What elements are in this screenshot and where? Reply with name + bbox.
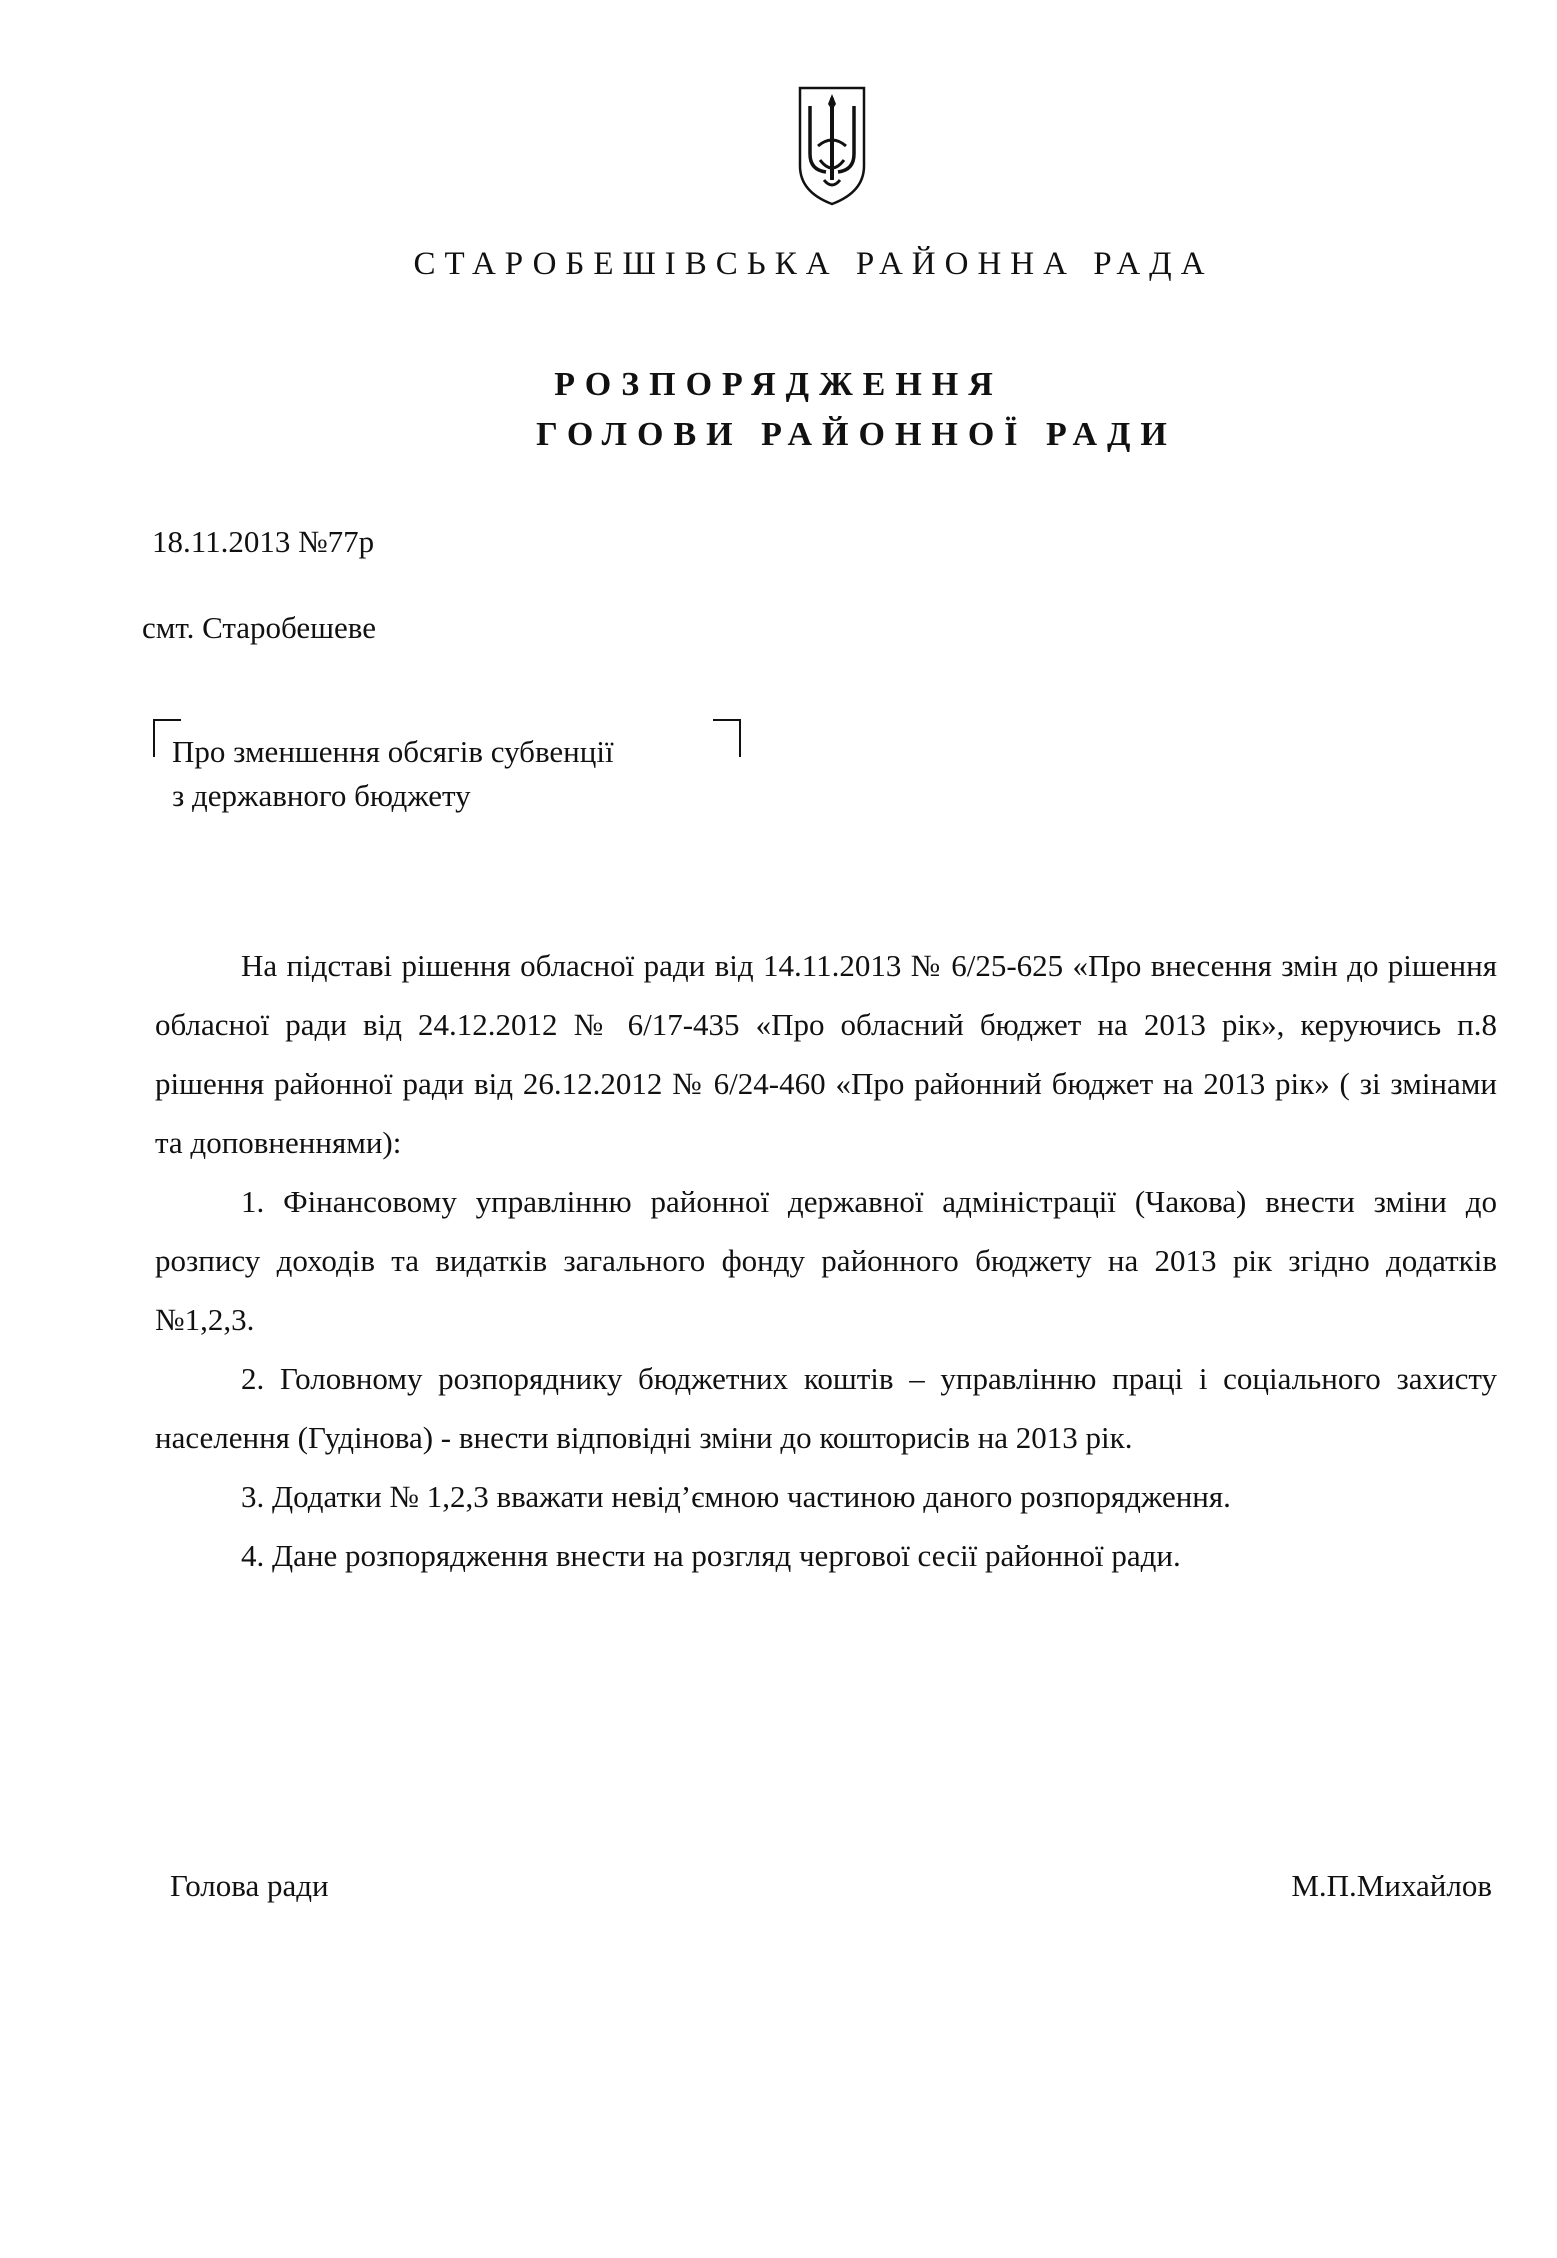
body-item-3: 3. Додатки № 1,2,3 вважати невід’ємною частиною даного розпорядження. (241, 1479, 1231, 1514)
body-preamble: На підставі рішення обласної ради від 14.11.2013 № 6/25-625 «Про внесення змін до рішення обласної ради від 24.12.2012 № 6/17-435 «Про обласний бюджет на 2013 рік», керуючись п.8 рішення районної ради від 26.12.2012 № 6/24-460 «Про районний бюджет на 2013 рік» ( зі змінами та доповненнями): (155, 948, 1497, 1160)
subject-line2: з державного бюджету (172, 778, 471, 813)
council-name: СТАРОБЕШІВСЬКА РАЙОННА РАДА (413, 246, 1214, 282)
subject-bracket-right (713, 719, 741, 757)
signature-position: Голова ради (170, 1868, 329, 1903)
coat-of-arms-trident-icon (796, 84, 868, 208)
order-title-line2: ГОЛОВИ РАЙОННОЇ РАДИ (536, 416, 1177, 453)
subject-line1: Про зменшення обсягів субвенції (172, 734, 614, 769)
body-item-2: 2. Головному розпоряднику бюджетних коштів – управлінню праці і соціального захисту населення (Гудінова) - внести відповідні зміни до кошторисів на 2013 рік. (155, 1361, 1497, 1455)
body-item-1: 1. Фінансовому управлінню районної державної адміністрації (Чакова) внести зміни до розпису доходів та видатків загального фонду районного бюджету на 2013 рік згідно додатків №1,2,3. (155, 1184, 1497, 1337)
signature-name: М.П.Михайлов (1291, 1868, 1492, 1903)
order-date-number: 18.11.2013 №77р (152, 524, 375, 559)
order-place: смт. Старобешеве (142, 610, 377, 645)
body-item-4: 4. Дане розпорядження внести на розгляд чергової сесії районної ради. (241, 1538, 1181, 1573)
order-body (155, 936, 1497, 1585)
order-title-line1: РОЗПОРЯДЖЕННЯ (554, 366, 1003, 403)
order-subject (172, 730, 614, 818)
